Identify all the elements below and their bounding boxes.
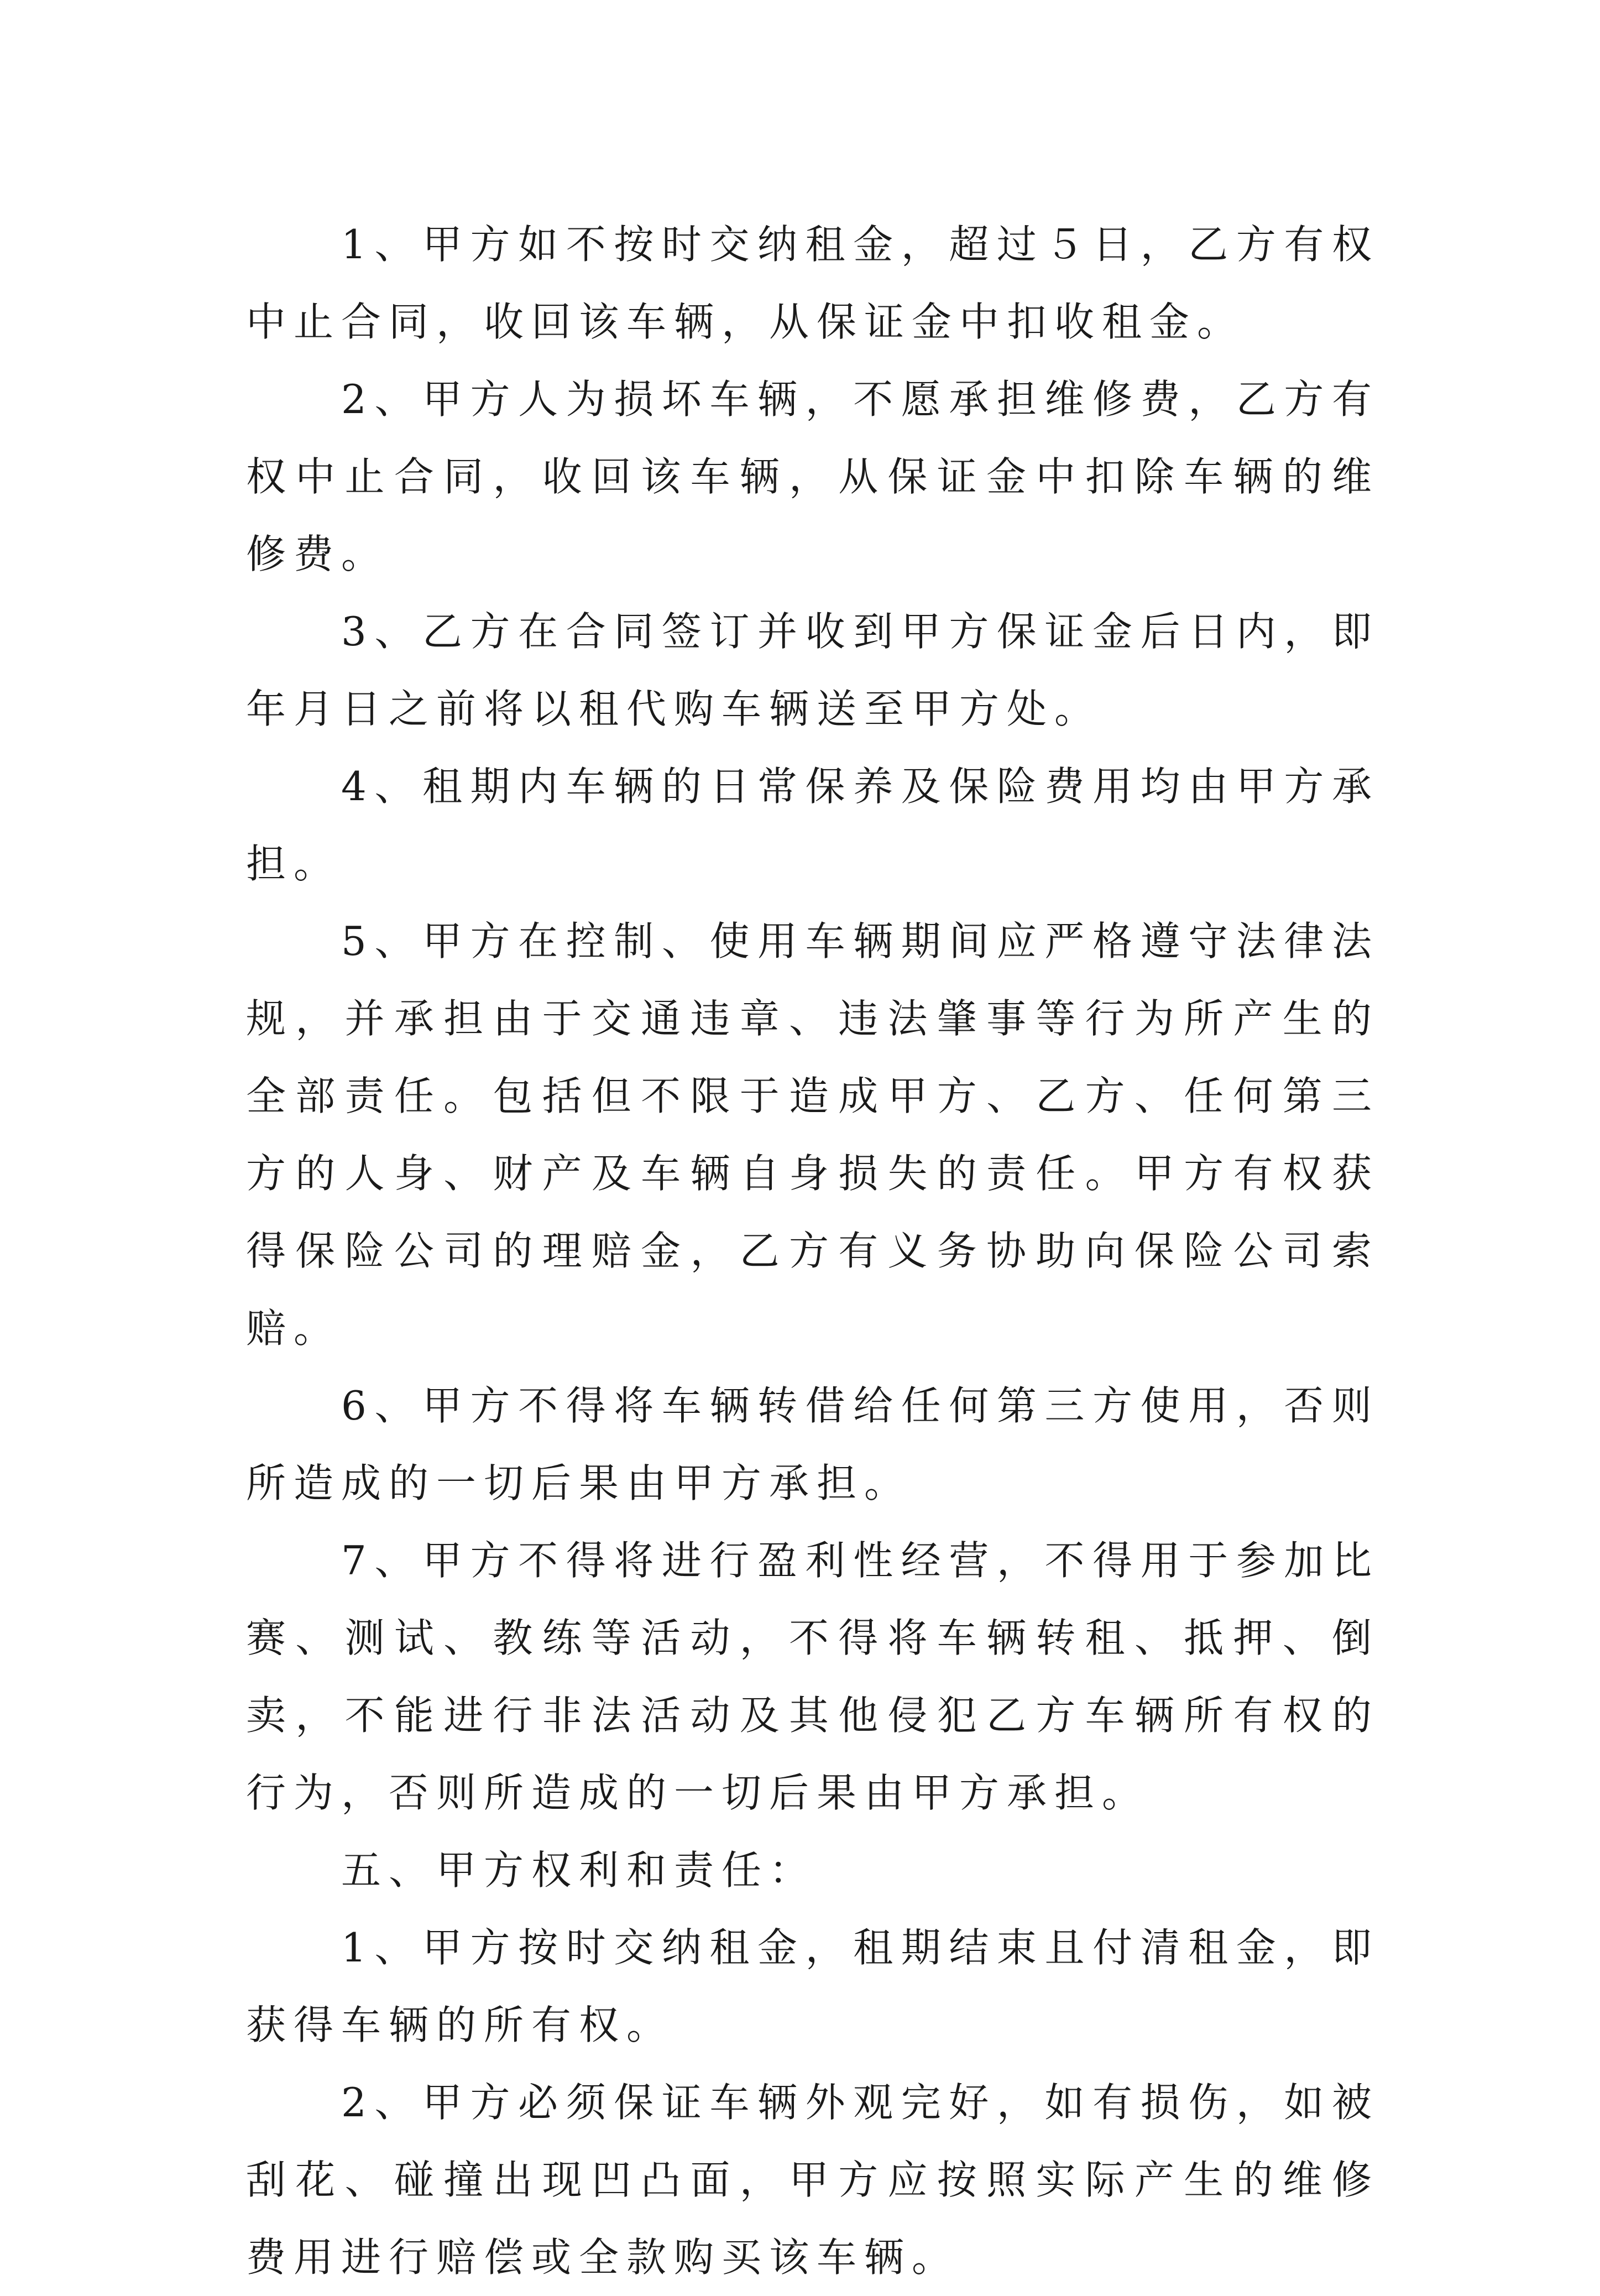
paragraph-8: 1、甲方按时交纳租金，租期结束且付清租金，即获得车辆的所有权。 bbox=[246, 1924, 1379, 2048]
paragraph-5: 5、甲方在控制、使用车辆期间应严格遵守法律法规，并承担由于交通违章、违法肇事等行为所产生的全部责任。包括但不限于造成甲方、乙方、任何第三方的人身、财产及车辆自身损失的责任。甲方有权获得保险公司的理赔金，乙方有义务协助向保险公司索赔。 bbox=[246, 918, 1379, 1351]
document-body bbox=[246, 206, 1379, 2296]
paragraph-4: 4、租期内车辆的日常保养及保险费用均由甲方承担。 bbox=[246, 763, 1379, 887]
paragraph-6: 6、甲方不得将车辆转借给任何第三方使用，否则所造成的一切后果由甲方承担。 bbox=[246, 1382, 1379, 1506]
paragraph-1: 1、甲方如不按时交纳租金，超过５日，乙方有权中止合同，收回该车辆，从保证金中扣收租金。 bbox=[246, 221, 1379, 345]
paragraph-9: 2、甲方必须保证车辆外观完好，如有损伤，如被刮花、碰撞出现凹凸面，甲方应按照实际产生的维修费用进行赔偿或全款购买该车辆。 bbox=[246, 2079, 1379, 2281]
paragraph-3: 3、乙方在合同签订并收到甲方保证金后日内，即年月日之前将以租代购车辆送至甲方处。 bbox=[246, 608, 1379, 732]
section-heading-5: 五、甲方权利和责任： bbox=[341, 1847, 817, 1893]
paragraph-7: 7、甲方不得将进行盈利性经营，不得用于参加比赛、测试、教练等活动，不得将车辆转租、抵押、倒卖，不能进行非法活动及其他侵犯乙方车辆所有权的行为，否则所造成的一切后果由甲方承担。 bbox=[246, 1537, 1379, 1816]
paragraph-2: 2、甲方人为损坏车辆，不愿承担维修费，乙方有权中止合同，收回该车辆，从保证金中扣除车辆的维修费。 bbox=[246, 376, 1379, 577]
